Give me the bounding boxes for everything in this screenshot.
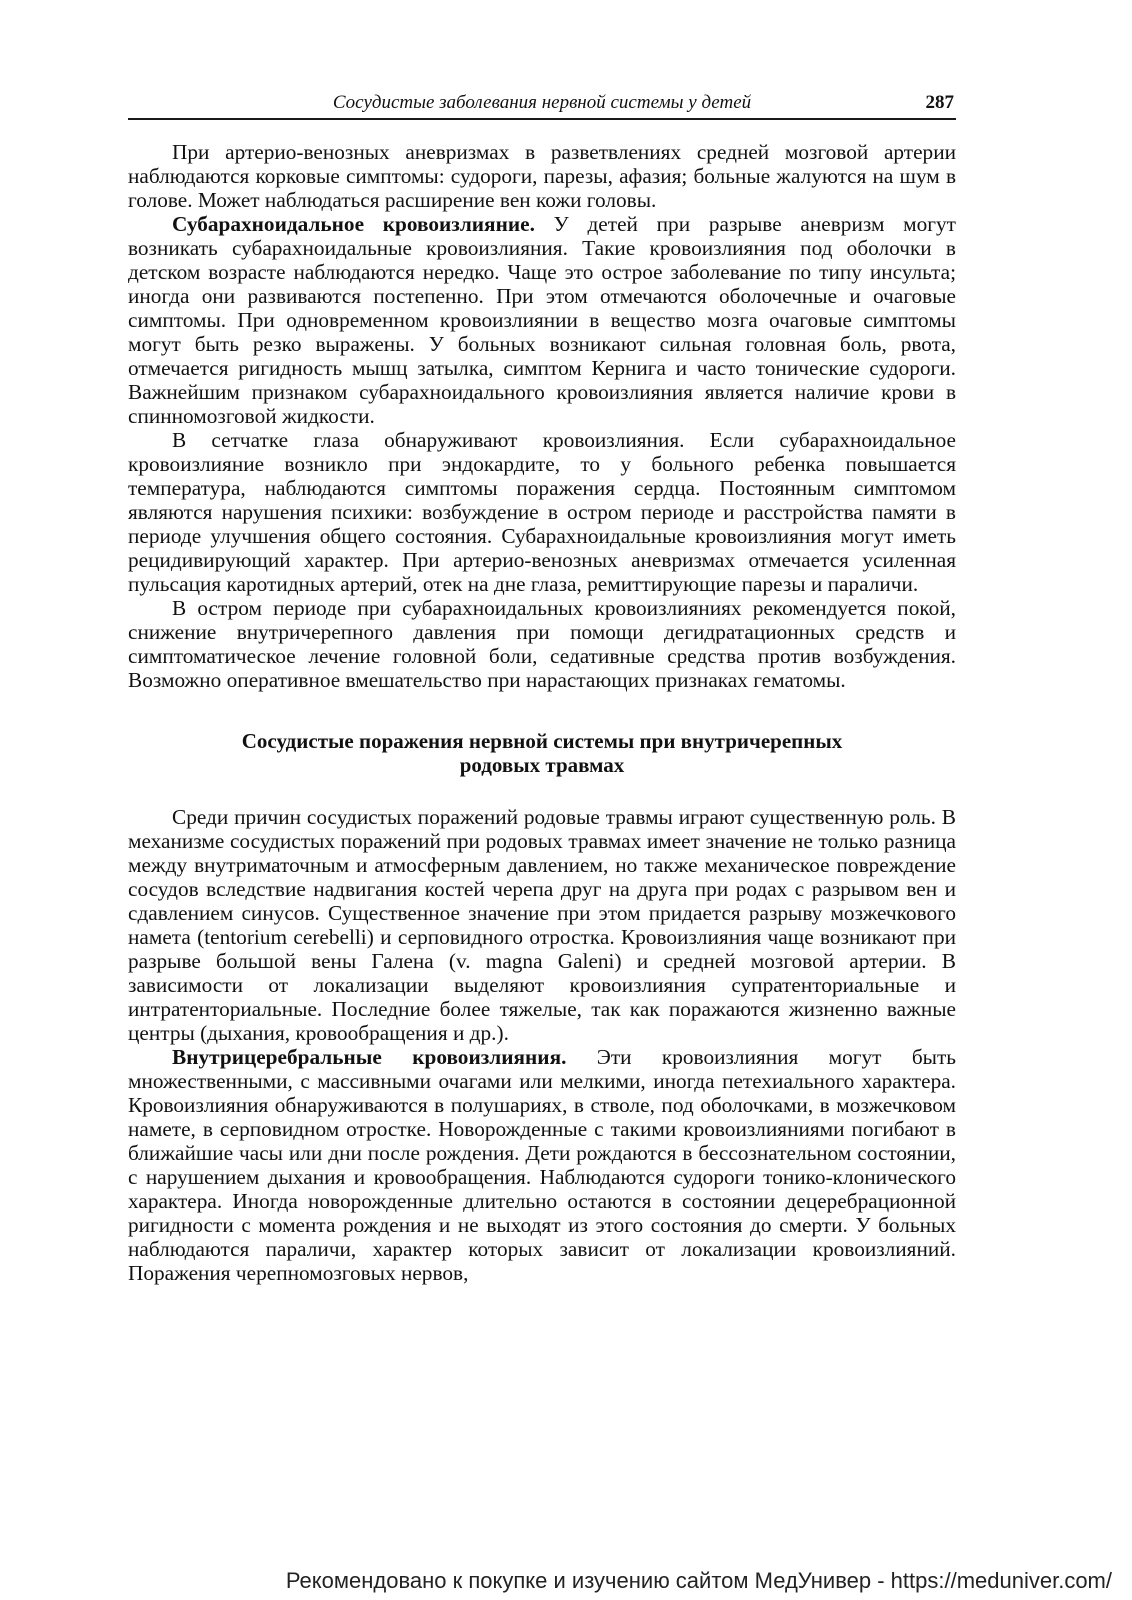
body-text <box>128 140 956 1285</box>
paragraph-treatment <box>128 596 956 692</box>
footer-recommendation: Рекомендовано к покупке и изучению сайтом МедУнивер - https://meduniver.com/ <box>285 1568 1112 1593</box>
page-number: 287 <box>925 92 954 113</box>
book-page <box>128 88 956 1285</box>
paragraph-text: В остром периоде при субарахноидальных кровоизлияниях рекомендуется покой, снижение внутричерепного давления при помощи дегидратационных средств и симптоматическое лечение головной боли, седативные средства против возбуждения. Возможно оперативное вмешательство при нарастающих признаках гематомы. <box>128 596 956 692</box>
section-heading-line-1: Сосудистые поражения нервной системы при внутричерепных <box>241 729 843 753</box>
paragraph-subarachnoid-hemorrhage <box>128 212 956 428</box>
running-header <box>128 88 956 120</box>
running-title: Сосудистые заболевания нервной системы у детей <box>332 92 752 113</box>
paragraph-aneurysm-symptoms <box>128 140 956 212</box>
paragraph-retina-findings <box>128 428 956 596</box>
paragraph-text: При артерио-венозных аневризмах в разветвлениях средней мозговой артерии наблюдаются корковые симптомы: судороги, парезы, афазия; больные жалуются на шум в голове. Может наблюдаться расширение вен кожи головы. <box>128 140 956 212</box>
paragraph-lead-in: Внутрицеребральные кровоизлияния. <box>172 1045 567 1069</box>
paragraph-text: В сетчатке глаза обнаруживают кровоизлияния. Если субарахноидальное кровоизлияние возникло при эндокардите, то у больного ребенка повышается температура, наблюдаются симптомы поражения сердца. Постоянным симптомом являются нарушения психики: возбуждение в остром периоде и расстройства памяти в периоде улучшения общего состояния. Субарахноидальные кровоизлияния могут иметь рецидивирующий характер. При артерио-венозных аневризмах отмечается усиленная пульсация каротидных артерий, отек на дне глаза, ремиттирующие парезы и параличи. <box>128 428 956 596</box>
paragraph-lead-in: Субарахноидальное кровоизлияние. <box>172 212 535 236</box>
section-heading-line-2: родовых травмах <box>459 753 625 777</box>
paragraph-text: Эти кровоизлияния могут быть множественными, с массивными очагами или мелкими, иногда петехиального характера. Кровоизлияния обнаруживаются в полушариях, в стволе, под оболочками, в мозжечковом намете, в серповидном отростке. Новорожденные с такими кровоизлияниями погибают в ближайшие часы или дни после рождения. Дети рождаются в бессознательном состоянии, с нарушением дыхания и кровообращения. Наблюдаются судороги тонико-клонического характера. Иногда новорожденные длительно остаются в состоянии децеребрационной ригидности с момента рождения и не выходят из этого состояния до смерти. У больных наблюдаются параличи, характер которых зависит от локализации кровоизлияний. Поражения черепномозговых нервов, <box>128 1045 956 1285</box>
paragraph-text: Среди причин сосудистых поражений родовые травмы играют существенную роль. В механизме сосудистых поражений при родовых травмах имеет значение не только разница между внутриматочным и атмосферным давлением, но также механическое повреждение сосудов вследствие надвигания костей черепа друг на друга при родах с разрывом вен и сдавлением синусов. Существенное значение при этом придается разрыву мозжечкового намета (tentorium cerebelli) и серповидного отростка. Кровоизлияния чаще возникают при разрыве большой вены Галена (v. magna Galeni) и средней мозговой артерии. В зависимости от локализации выделяют кровоизлияния супратенториальные и интратенториальные. Последние более тяжелые, так как поражаются жизненно важные центры (дыхания, кровообращения и др.). <box>128 805 956 1045</box>
paragraph-intracerebral-hemorrhage <box>128 1045 956 1285</box>
section-heading <box>128 729 956 777</box>
paragraph-text: У детей при разрыве аневризм могут возникать субарахноидальные кровоизлияния. Такие кровоизлияния под оболочки в детском возрасте наблюдаются нередко. Чаще это острое заболевание по типу инсульта; иногда они развиваются постепенно. При этом отмечаются оболочечные и очаговые симптомы. При одновременном кровоизлиянии в вещество мозга очаговые симптомы могут быть резко выражены. У больных возникают сильная головная боль, рвота, отмечается ригидность мышц затылка, симптом Кернига и часто тонические судороги. Важнейшим признаком субарахноидального кровоизлияния является наличие крови в спинномозговой жидкости. <box>128 212 956 428</box>
paragraph-birth-trauma <box>128 805 956 1045</box>
